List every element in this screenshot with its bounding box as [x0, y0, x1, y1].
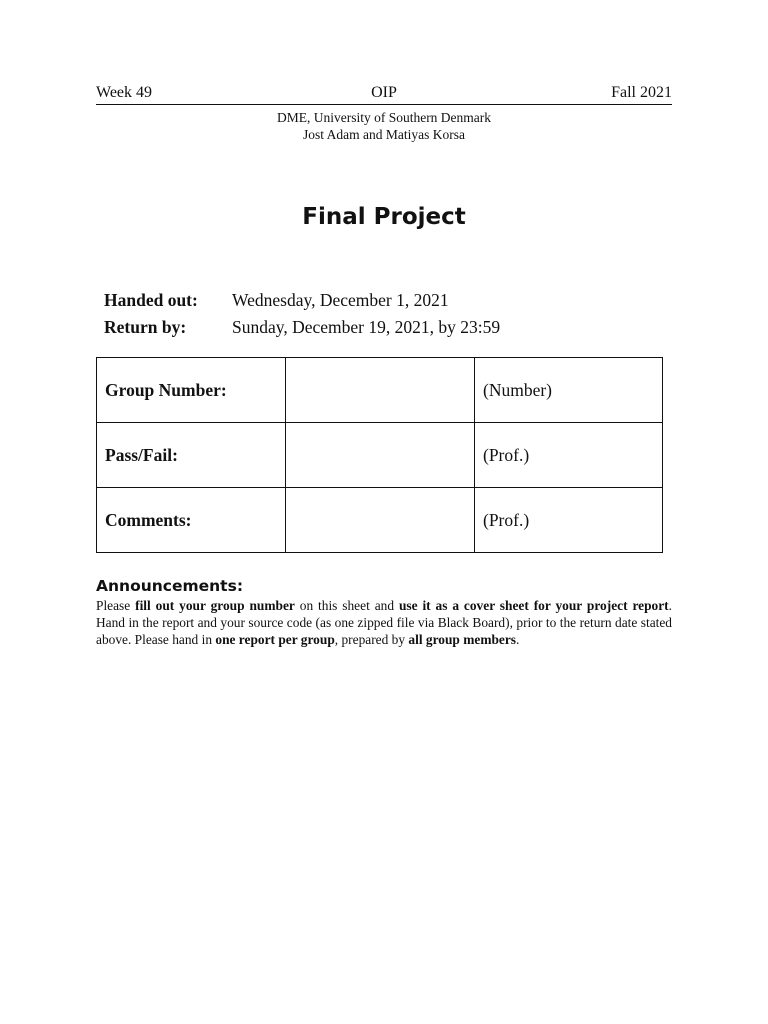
return-by-value: Sunday, December 19, 2021, by 23:59 [232, 317, 501, 337]
group-number-note: (Number) [475, 358, 663, 423]
cover-form-table [96, 357, 663, 553]
announcements-body [96, 597, 672, 648]
comments-label: Comments: [97, 488, 286, 553]
table-row-group-number [97, 358, 663, 423]
ann-emphasis: use it as a cover sheet for your project report [398, 598, 669, 613]
ann-emphasis: fill out your group number [135, 598, 295, 613]
pass-fail-note: (Prof.) [475, 423, 663, 488]
page-title: Final Project [302, 204, 466, 230]
group-number-field[interactable] [286, 358, 475, 423]
header-term: Fall 2021 [611, 84, 672, 101]
ann-text: . Hand in the report and your source code (as one zipped file via Black Board), prior to the return date stated above. Please hand in [96, 598, 672, 647]
affiliation-institution: DME, University of Southern Denmark [276, 110, 492, 125]
ann-emphasis: one report per group [215, 632, 335, 647]
table-row-pass-fail [97, 423, 663, 488]
ann-text: Please [96, 598, 136, 613]
pass-fail-label: Pass/Fail: [97, 423, 286, 488]
group-number-label: Group Number: [97, 358, 286, 423]
ann-text: , prepared by [334, 632, 409, 647]
running-header [96, 84, 672, 105]
return-by-label: Return by: [104, 317, 187, 337]
ann-text: on this sheet and [294, 598, 399, 613]
handed-out-label: Handed out: [104, 290, 198, 310]
pass-fail-field[interactable] [286, 423, 475, 488]
ann-emphasis: all group members [408, 632, 517, 647]
ann-text: . [516, 632, 520, 647]
table-row-comments [97, 488, 663, 553]
handed-out-value: Wednesday, December 1, 2021 [232, 290, 449, 310]
header-week: Week 49 [96, 84, 153, 101]
comments-field[interactable] [286, 488, 475, 553]
announcements-heading: Announcements: [96, 577, 244, 595]
affiliation-authors: Jost Adam and Matiyas Korsa [303, 127, 465, 142]
header-course: OIP [371, 84, 397, 101]
comments-note: (Prof.) [475, 488, 663, 553]
